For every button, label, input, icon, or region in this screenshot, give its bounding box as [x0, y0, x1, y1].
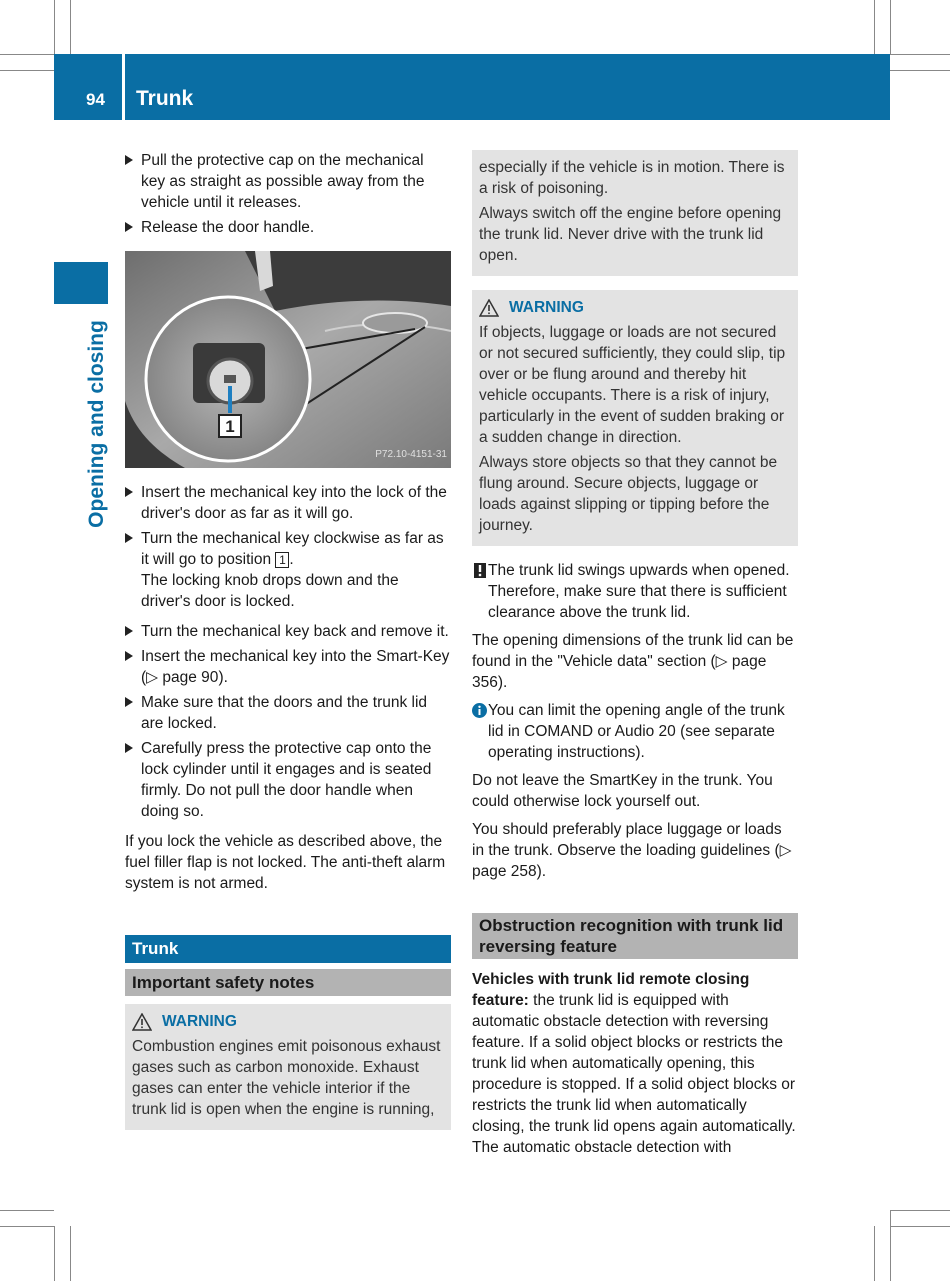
- warning-text: Always store objects so that they cannot be flung around. Secure objects, luggage or loads against slipping or tipping before the journey.: [479, 454, 778, 534]
- body-paragraph: You should preferably place luggage or loads in the trunk. Observe the loading guidelines (▷ page 258).: [472, 821, 792, 880]
- step-arrow-icon: [125, 155, 133, 165]
- crop-mark: [890, 54, 950, 55]
- crop-mark: [890, 1226, 950, 1227]
- crop-mark: [0, 54, 54, 55]
- instruction-step: Make sure that the doors and the trunk lid are locked.: [125, 692, 451, 734]
- figure-code: P72.10-4151-31: [375, 449, 447, 460]
- warning-triangle-icon: [132, 1013, 152, 1031]
- crop-mark: [890, 1210, 891, 1281]
- left-column: [125, 150, 451, 1130]
- instruction-step: Turn the mechanical key clockwise as far as it will go to position 1 . The locking knob drops down and the driver's door is locked.: [125, 528, 451, 612]
- warning-text: If objects, luggage or loads are not secured or not secured sufficiently, they could slip, tip over or be flung around and thereby hit vehicle occupants. There is a risk of injury, particularly in the event of sudden braking or a sudden change in direction.: [479, 324, 786, 446]
- warning-triangle-icon: [479, 299, 499, 317]
- info-icon: [472, 703, 487, 718]
- body-paragraph: Do not leave the SmartKey in the trunk. You could otherwise lock yourself out.: [472, 772, 773, 810]
- subsection-heading-safety: Important safety notes: [125, 969, 451, 996]
- warning-text: especially if the vehicle is in motion. There is a risk of poisoning.: [479, 159, 785, 197]
- page-title: Trunk: [136, 87, 194, 110]
- instruction-step: Insert the mechanical key into the lock of the driver's door as far as it will go.: [125, 482, 451, 524]
- crop-mark: [890, 70, 950, 71]
- warning-text: Always switch off the engine before opening the trunk lid. Never drive with the trunk lid open.: [479, 205, 782, 264]
- info-note: You can limit the opening angle of the trunk lid in COMAND or Audio 20 (see separate operating instructions).: [472, 700, 798, 763]
- body-paragraph: If you lock the vehicle as described above, the fuel filler flap is not locked. The anti-theft alarm system is not armed.: [125, 833, 446, 892]
- warning-text: Combustion engines emit poisonous exhaust gases such as carbon monoxide. Exhaust gases can enter the vehicle interior if the trunk lid is open when the engine is running,: [132, 1038, 441, 1118]
- step-arrow-icon: [125, 533, 133, 543]
- crop-mark: [54, 1226, 55, 1281]
- chapter-label: Opening and closing: [85, 320, 108, 528]
- right-column: [472, 150, 798, 1165]
- subsection-heading-obstruction: Obstruction recognition with trunk lid reversing feature: [472, 913, 798, 959]
- crop-mark: [890, 0, 891, 54]
- instruction-step: Pull the protective cap on the mechanical key as straight as possible away from the vehicle until it releases.: [125, 150, 451, 213]
- warning-title: WARNING: [479, 297, 791, 318]
- page-number: 94: [86, 90, 105, 109]
- warning-box-continued: [472, 150, 798, 276]
- body-paragraph: Vehicles with trunk lid remote closing feature: the trunk lid is equipped with automatic obstacle detection with reversing feature. If a solid object blocks or restricts the trunk lid when automatically opening, this procedure is stopped. If a solid object blocks or restricts the trunk lid when automatically closing, the trunk lid opens again automatically. The automatic obstacle detection with: [472, 971, 796, 1156]
- step-arrow-icon: [125, 697, 133, 707]
- chapter-tab: [54, 262, 108, 304]
- crop-mark: [70, 0, 71, 54]
- body-paragraph: The opening dimensions of the trunk lid can be found in the "Vehicle data" section (▷ page 356).: [472, 632, 794, 691]
- instruction-step: Turn the mechanical key back and remove it.: [125, 621, 451, 642]
- door-lock-illustration: [125, 251, 451, 468]
- step-arrow-icon: [125, 487, 133, 497]
- crop-mark: [0, 1210, 54, 1211]
- instruction-step: Carefully press the protective cap onto the lock cylinder until it engages and is seated firmly. Do not pull the door handle when doing so.: [125, 738, 451, 822]
- warning-title: WARNING: [132, 1011, 444, 1032]
- step-arrow-icon: [125, 626, 133, 636]
- crop-mark: [890, 1210, 950, 1211]
- instruction-step: Insert the mechanical key into the Smart-Key (▷ page 90).: [125, 646, 451, 688]
- crop-mark: [70, 1226, 71, 1281]
- section-heading-trunk: Trunk: [125, 935, 451, 963]
- crop-mark: [54, 0, 55, 54]
- caution-note: The trunk lid swings upwards when opened. Therefore, make sure that there is sufficient clearance above the trunk lid.: [472, 560, 798, 623]
- warning-box: [125, 1004, 451, 1130]
- step-arrow-icon: [125, 222, 133, 232]
- step-arrow-icon: [125, 651, 133, 661]
- instruction-step: Release the door handle.: [125, 217, 451, 238]
- crop-mark: [0, 1226, 54, 1227]
- warning-box: [472, 290, 798, 546]
- exclamation-icon: [474, 563, 486, 578]
- figure-callout: 1: [225, 417, 235, 436]
- step-arrow-icon: [125, 743, 133, 753]
- header-separator: [122, 54, 125, 120]
- position-reference: 1: [275, 552, 289, 568]
- crop-mark: [874, 0, 875, 54]
- door-lock-image: [125, 251, 451, 468]
- crop-mark: [874, 1226, 875, 1281]
- page-reference-link[interactable]: ▷ page 90: [146, 669, 219, 686]
- crop-mark: [0, 70, 54, 71]
